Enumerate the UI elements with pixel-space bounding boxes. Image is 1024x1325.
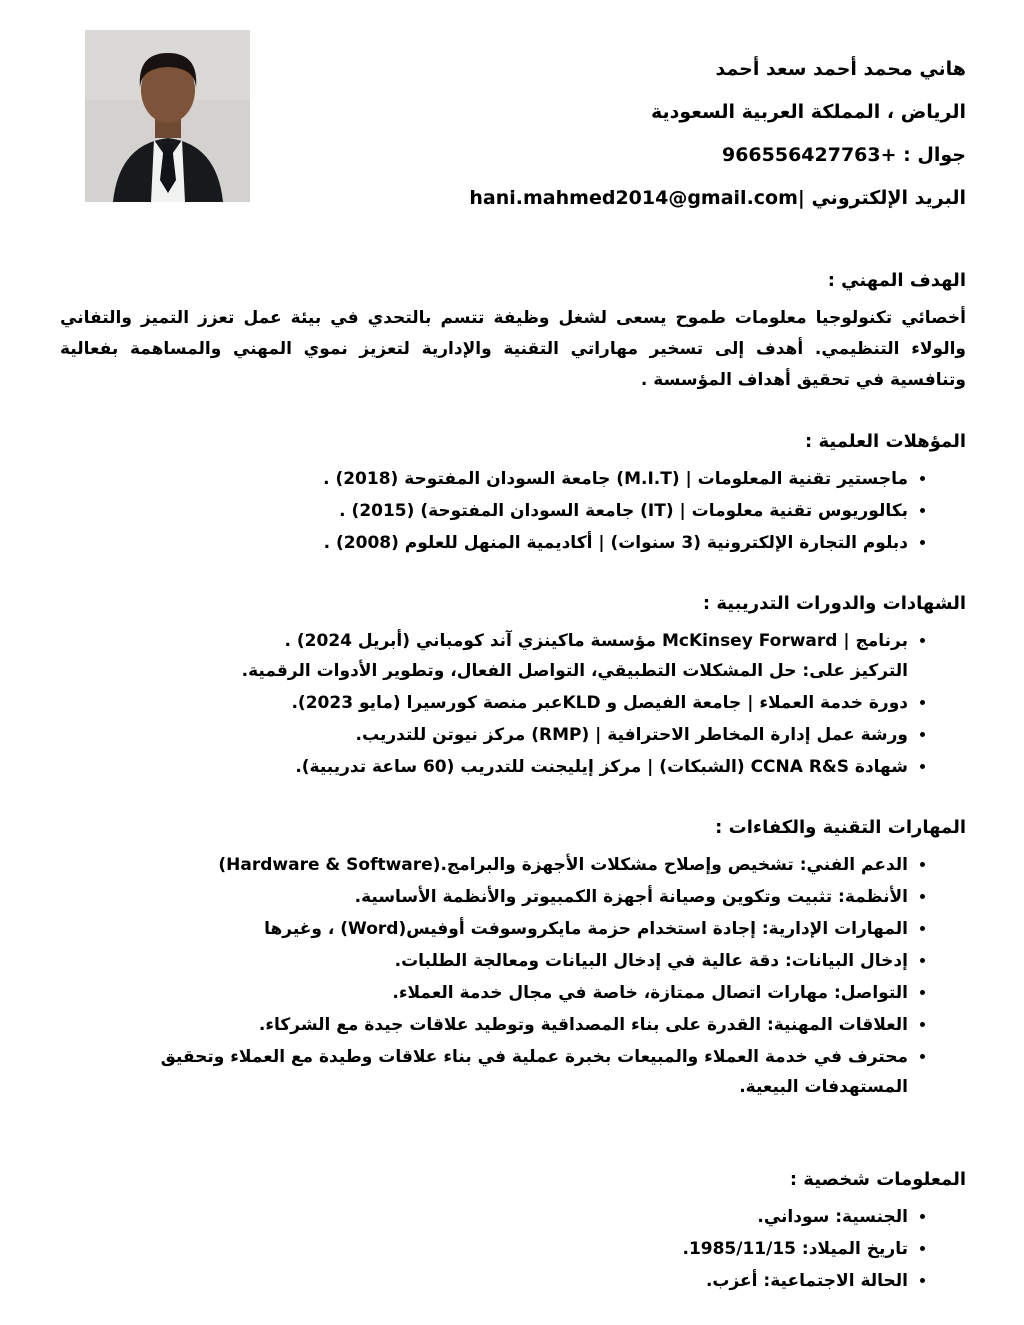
education-list [60,464,928,558]
list-item: • العلاقات المهنية: القدرة على بناء المصداقية وتوطيد علاقات جيدة مع الشركاء. [60,1010,908,1040]
list-item: • شهادة CCNA R&S (الشبكات) | مركز إيليجنت للتدريب (60 ساعة تدريبية). [60,752,908,782]
list-item: • تاريخ الميلاد: 1985/11/15. [60,1234,908,1264]
location-line: الرياض ، المملكة العربية السعودية [650,101,966,123]
objective-heading: الهدف المهني : [827,270,966,291]
list-item: • دورة خدمة العملاء | جامعة الفيصل و KLDعبر منصة كورسيرا (مايو 2023). [60,688,908,718]
list-item: • المهارات الإدارية: إجادة استخدام حزمة مايكروسوفت أوفيس(Word) ، وغيرها [60,914,908,944]
personal-section [60,1168,966,1296]
personal-list [60,1202,928,1296]
full-name: هاني محمد أحمد سعد أحمد [715,58,966,80]
objective-text: أخصائي تكنولوجيا معلومات طموح يسعى لشغل وظيفة تتسم بالتحدي في بيئة عمل تعزز التميز والتفاني والولاء التنظيمي. أهدف إلى تسخير مهاراتي التقنية والإدارية لتعزيز نموي المهني والمساهمة بفعالية وتنافسية في تحقيق أهداف المؤسسة . [60,308,966,390]
list-item: • الحالة الاجتماعية: أعزب. [60,1266,908,1296]
profile-photo [85,30,250,202]
skills-section [60,816,966,1102]
skills-heading: المهارات التقنية والكفاءات : [715,817,966,838]
list-item: • الدعم الفني: تشخيص وإصلاح مشكلات الأجهزة والبرامج.(Hardware & Software) [60,850,908,880]
email-line: البريد الإلكتروني |hani.mahmed2014@gmail.com [469,187,966,209]
certifications-list [60,626,928,782]
list-item: • دبلوم التجارة الإلكترونية (3 سنوات) | أكاديمية المنهل للعلوم (2008) . [60,528,908,558]
list-item: • محترف في خدمة العملاء والمبيعات بخبرة عملية في بناء علاقات وطيدة مع العملاء وتحقيق المستهدفات البيعية. [60,1042,908,1102]
portrait-icon [85,30,250,202]
certification-note: التركيز على: حل المشكلات التطبيقي، التواصل الفعال، وتطوير الأدوات الرقمية. [241,661,908,681]
personal-heading: المعلومات شخصية : [789,1169,966,1190]
list-item: • إدخال البيانات: دقة عالية في إدخال البيانات ومعالجة الطلبات. [60,946,908,976]
list-item: • بكالوريوس تقنية معلومات | (IT) جامعة السودان المفتوحة) (2015) . [60,496,908,526]
education-section [60,430,966,558]
certification-text: برنامج | McKinsey Forward مؤسسة ماكينزي آند كومباني (أبريل 2024) . [284,631,908,651]
list-item: • ماجستير تقنية المعلومات | (M.I.T) جامعة السودان المفتوحة (2018) . [60,464,908,494]
list-item: • ورشة عمل إدارة المخاطر الاحترافية | (RMP) مركز نيوتن للتدريب. [60,720,908,750]
skills-list [60,850,928,1102]
phone-line: جوال : +966556427763 [721,144,966,166]
education-heading: المؤهلات العلمية : [804,431,966,452]
list-item [60,626,908,686]
list-item: • الجنسية: سوداني. [60,1202,908,1232]
certifications-heading: الشهادات والدورات التدريبية : [702,593,966,614]
list-item: • التواصل: مهارات اتصال ممتازة، خاصة في مجال خدمة العملاء. [60,978,908,1008]
list-item: • الأنظمة: تثبيت وتكوين وصيانة أجهزة الكمبيوتر والأنظمة الأساسية. [60,882,908,912]
objective-section [60,269,966,396]
certifications-section [60,592,966,782]
